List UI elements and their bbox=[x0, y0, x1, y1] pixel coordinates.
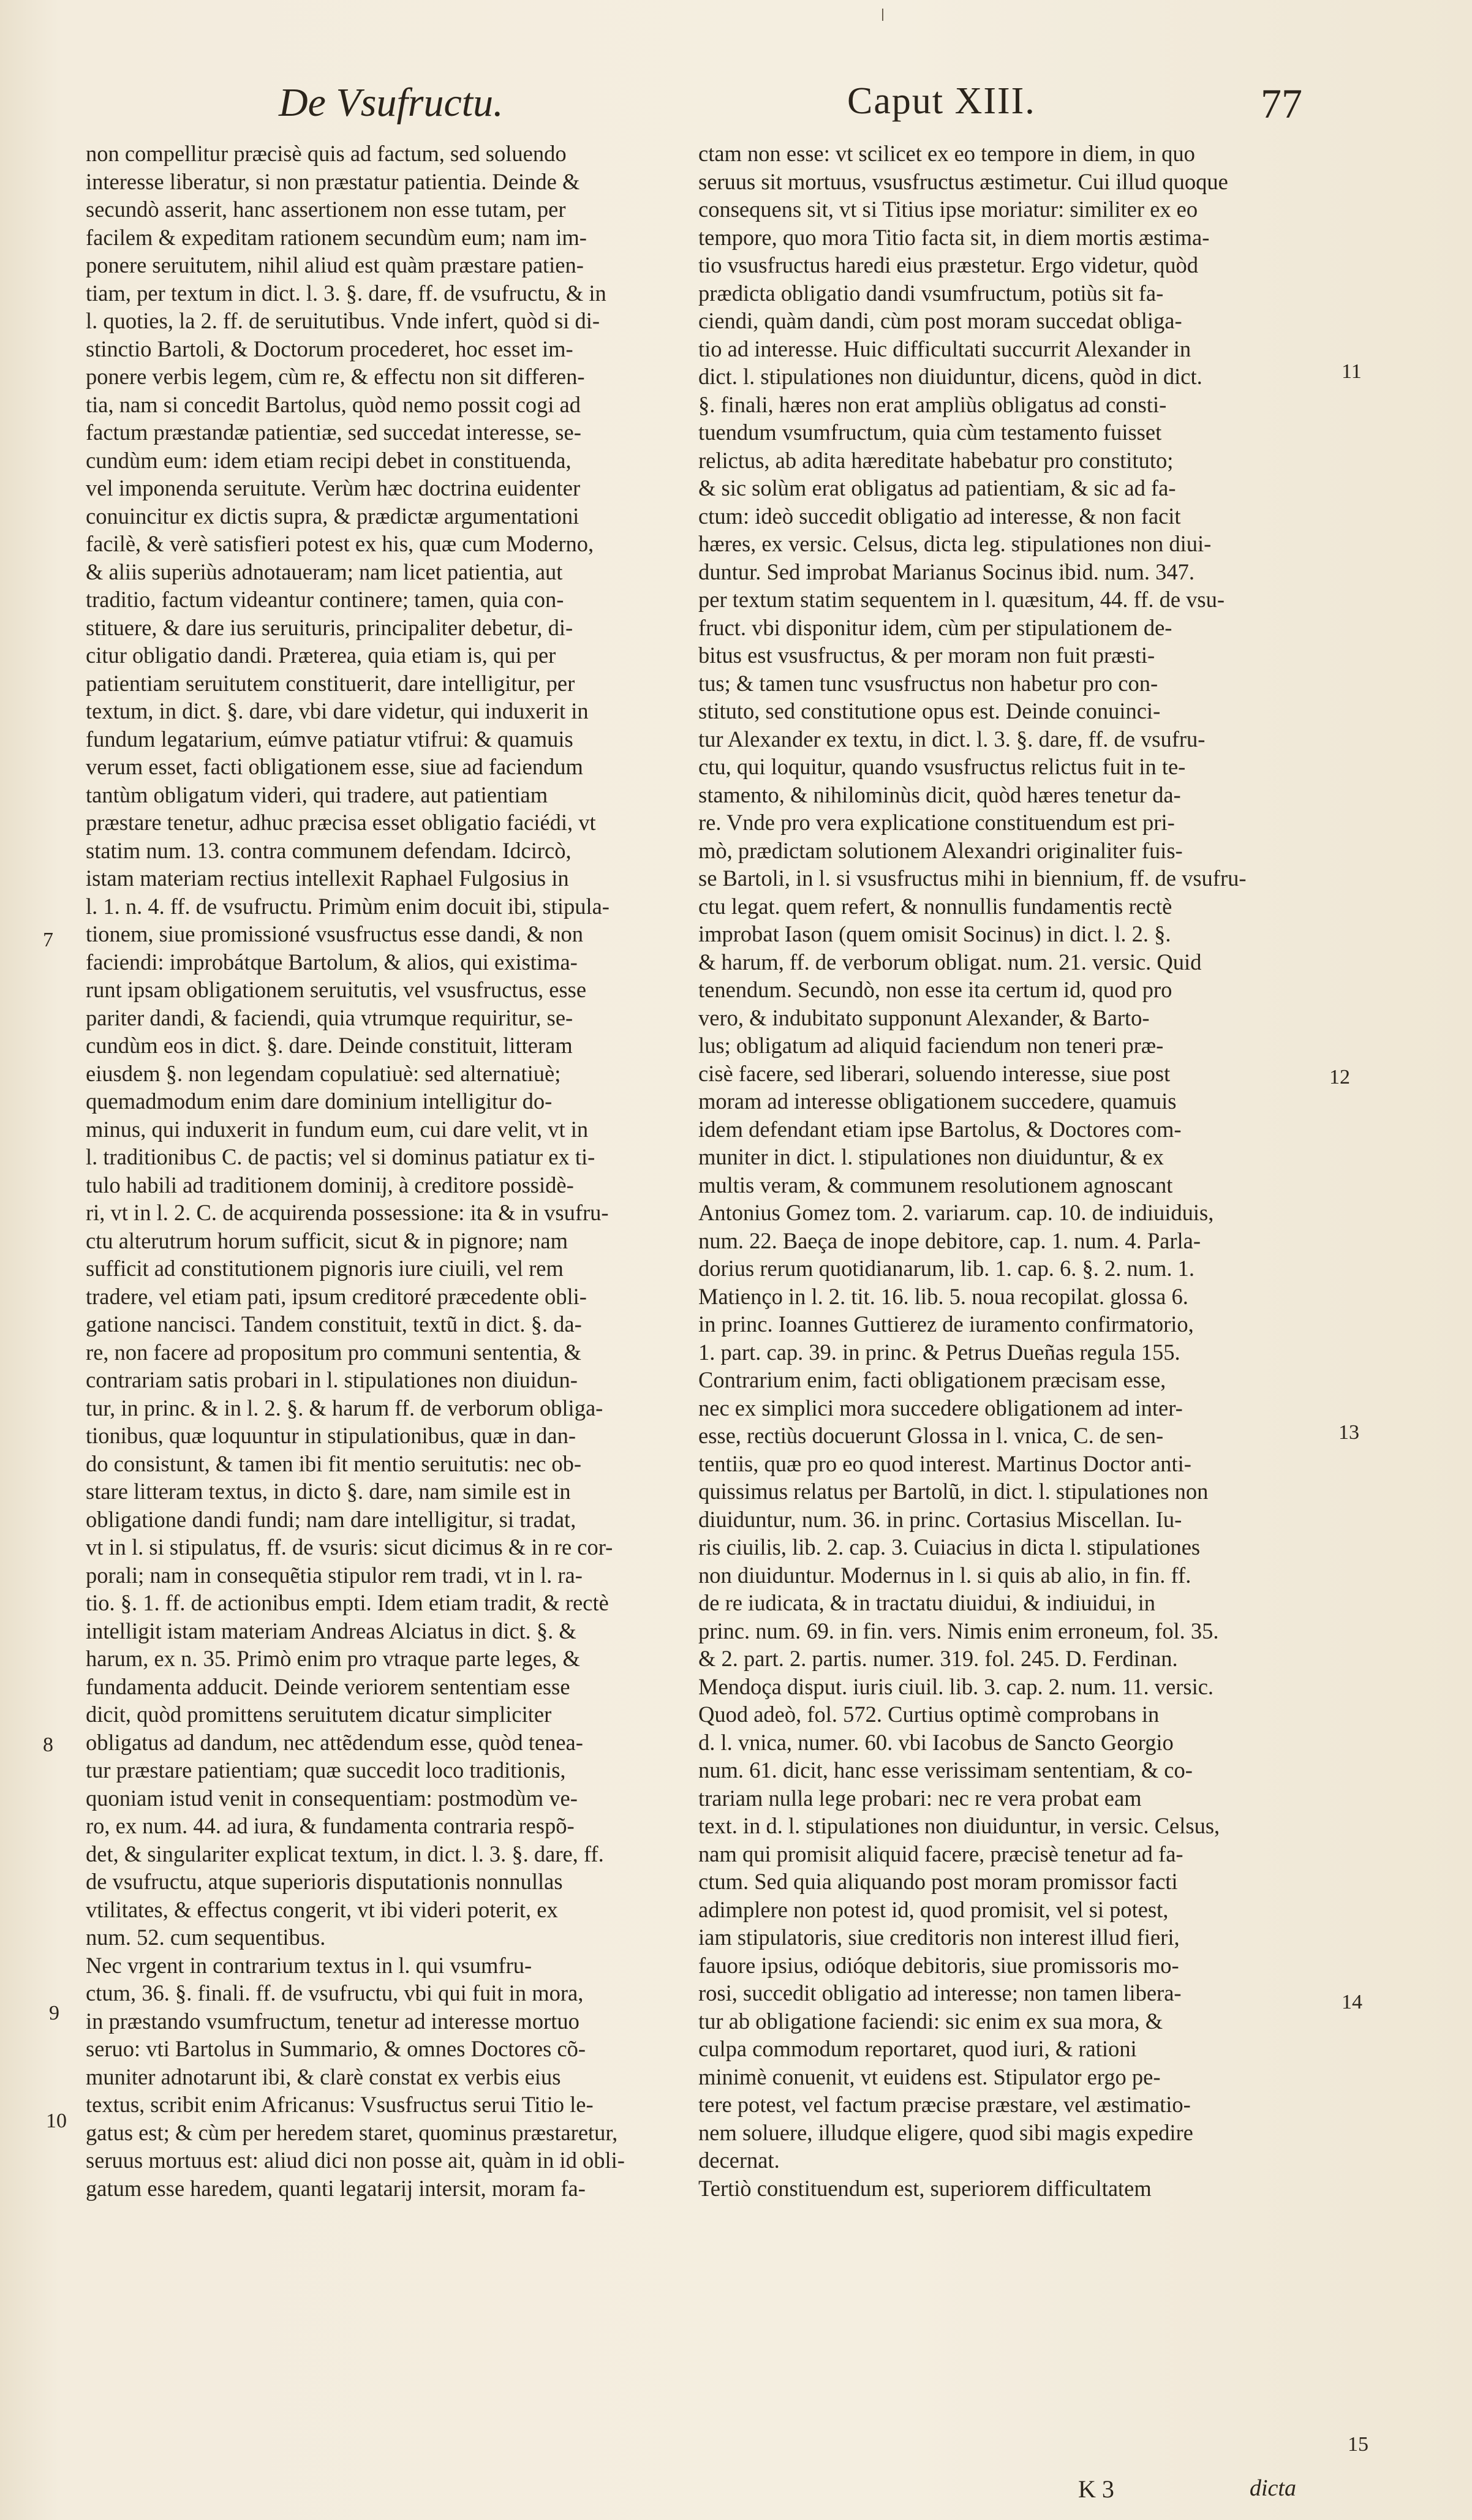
text-line: ponere verbis legem, cùm re, & effectu non sit differen- bbox=[86, 364, 585, 389]
text-line: pariter dandi, & faciendi, quia vtrumque requiritur, se- bbox=[86, 1005, 573, 1030]
text-line: gatione nancisci. Tandem constituit, textũ in dict. §. da- bbox=[86, 1311, 582, 1337]
text-line: tio ad interesse. Huic difficultati succurrit Alexander in bbox=[698, 336, 1191, 361]
text-line: non diuiduntur. Modernus in l. si quis ab alio, in fin. ff. bbox=[698, 1562, 1191, 1588]
text-line: ctam non esse: vt scilicet ex eo tempore in diem, in quo bbox=[698, 141, 1195, 166]
text-line: interesse liberatur, si non præstatur patientia. Deinde & bbox=[86, 168, 580, 194]
text-line: re. Vnde pro vera explicatione constituendum est pri- bbox=[698, 810, 1175, 835]
text-line: seruo: vti Bartolus in Summario, & omnes Doctores cõ- bbox=[86, 2036, 586, 2061]
text-line: vt in l. si stipulatus, ff. de vsuris: sicut dicimus & in re cor- bbox=[86, 1534, 613, 1560]
text-line: tus; & tamen tunc vsusfructus non habetur pro con- bbox=[698, 670, 1158, 696]
folio-number: 77 bbox=[1261, 80, 1302, 127]
margin-number-8: 8 bbox=[43, 1733, 53, 1756]
text-line: ctum, 36. §. finali. ff. de vsufructu, vbi qui fuit in mora, bbox=[86, 1980, 584, 2005]
text-line: ro, ex num. 44. ad iura, & fundamenta contraria respõ- bbox=[86, 1813, 575, 1838]
text-line: citur obligatio dandi. Præterea, quia etiam is, qui per bbox=[86, 643, 556, 668]
text-line: num. 22. Baeça de inope debitore, cap. 1. num. 4. Parla- bbox=[698, 1228, 1201, 1253]
text-line: det, & singulariter explicat textum, in dict. l. 3. §. dare, ff. bbox=[86, 1841, 604, 1866]
text-line: istam materiam rectius intellexit Raphael Fulgosius in bbox=[86, 866, 569, 891]
page-footer bbox=[0, 2475, 1472, 2511]
text-line: fundum legatarium, eúmve patiatur vtifrui: & quamuis bbox=[86, 726, 573, 752]
text-line: culpa commodum reportaret, quod iuri, & rationi bbox=[698, 2036, 1137, 2061]
text-line: eiusdem §. non legendam copulatiuè: sed alternatiuè; bbox=[86, 1060, 561, 1086]
text-line: quemadmodum enim dare dominium intelligitur do- bbox=[86, 1088, 553, 1114]
text-line: obligatione dandi fundi; nam dare intelligitur, si tradat, bbox=[86, 1506, 576, 1532]
margin-number-11: 11 bbox=[1342, 360, 1362, 383]
text-line: stinctio Bartoli, & Doctorum procederet, hoc esset im- bbox=[86, 336, 573, 361]
text-line: nem soluere, illudque eligere, quod sibi magis expedire bbox=[698, 2119, 1193, 2145]
text-line: adimplere non potest id, quod promisit, vel si potest, bbox=[698, 1896, 1169, 1922]
text-line: conuincitur ex dictis supra, & prædictæ argumentationi bbox=[86, 503, 579, 529]
text-line: facilè, & verè satisfieri potest ex his, quæ cum Moderno, bbox=[86, 531, 594, 556]
text-line: harum, ex n. 35. Primò enim pro vtraque parte leges, & bbox=[86, 1646, 580, 1671]
text-line: stituto, sed constitutione opus est. Deinde conuinci- bbox=[698, 698, 1161, 723]
text-line: tionibus, quæ loquuntur in stipulationibus, quæ in dan- bbox=[86, 1423, 576, 1448]
text-line: tionem, siue promissioné vsusfructus esse dandi, & non bbox=[86, 921, 584, 946]
text-line: tenendum. Secundò, non esse ita certum id, quod pro bbox=[698, 977, 1172, 1002]
top-tick-mark bbox=[882, 9, 883, 21]
signature-mark: K 3 bbox=[1078, 2475, 1114, 2503]
text-line: prædicta obligatio dandi vsumfructum, potiùs sit fa- bbox=[698, 280, 1164, 306]
text-line: ciendi, quàm dandi, cùm post moram succedat obliga- bbox=[698, 308, 1182, 333]
text-line: nam qui promisit aliquid facere, præcisè tenetur ad fa- bbox=[698, 1841, 1183, 1866]
margin-number-14: 14 bbox=[1342, 1991, 1362, 2013]
text-line: quissimus relatus per Bartolũ, in dict. l. stipulationes non bbox=[698, 1479, 1209, 1504]
text-line: tempore, quo mora Titio facta sit, in diem mortis æstima- bbox=[698, 224, 1210, 250]
text-line: tur præstare patientiam; quæ succedit loco traditionis, bbox=[86, 1757, 566, 1782]
text-line: tentiis, quæ pro eo quod interest. Martinus Doctor anti- bbox=[698, 1451, 1191, 1476]
text-line: in princ. Ioannes Guttierez de iuramento confirmatorio, bbox=[698, 1311, 1194, 1337]
text-line: obligatus ad dandum, nec attẽdendum esse, quòd tenea- bbox=[86, 1729, 583, 1755]
margin-number-15: 15 bbox=[1348, 2433, 1368, 2456]
text-line: seruus sit mortuus, vsusfructus æstimetur. Cui illud quoque bbox=[698, 168, 1228, 194]
text-line: consequens sit, vt si Titius ipse moriatur: similiter ex eo bbox=[698, 197, 1198, 222]
text-line: nec ex simplici mora succedere obligationem ad inter- bbox=[698, 1395, 1183, 1420]
text-line: ctum. Sed quia aliquando post moram promissor facti bbox=[698, 1869, 1178, 1894]
running-title-right: Caput XIII. bbox=[847, 80, 1036, 122]
margin-number-7: 7 bbox=[43, 929, 53, 951]
text-line: cisè facere, sed liberari, soluendo interesse, siue post bbox=[698, 1060, 1171, 1086]
text-line: lus; obligatum ad aliquid faciendum non teneri præ- bbox=[698, 1033, 1164, 1058]
text-line: gatus est; & cùm per heredem staret, quominus præstaretur, bbox=[86, 2119, 618, 2145]
text-line: stare litteram textus, in dicto §. dare, nam simile est in bbox=[86, 1479, 571, 1504]
text-line: textum, in dict. §. dare, vbi dare videtur, qui induxerit in bbox=[86, 698, 589, 723]
text-line: per textum statim sequentem in l. quæsitum, 44. ff. de vsu- bbox=[698, 587, 1225, 612]
text-line: multis veram, & communem resolutionem agnoscant bbox=[698, 1172, 1173, 1198]
text-line: vel imponenda seruitute. Verùm hæc doctrina euidenter bbox=[86, 475, 581, 500]
text-line: re, non facere ad propositum pro communi sententia, & bbox=[86, 1339, 581, 1365]
text-line: tere potest, vel factum præcise præstare, vel æstimatio- bbox=[698, 2092, 1191, 2117]
text-line: tulo habili ad traditionem dominij, à creditore possidè- bbox=[86, 1172, 574, 1198]
text-line: de re iudicata, & in tractatu diuidui, & indiuidui, in bbox=[698, 1590, 1156, 1615]
text-line: ponere seruitutem, nihil aliud est quàm præstare patien- bbox=[86, 252, 584, 277]
text-line: tur, in princ. & in l. 2. §. & harum ff. de verborum obliga- bbox=[86, 1395, 603, 1420]
text-line: ri, vt in l. 2. C. de acquirenda possessione: ita & in vsufru- bbox=[86, 1200, 609, 1225]
text-line: l. 1. n. 4. ff. de vsufructu. Primùm enim docuit ibi, stipula- bbox=[86, 893, 610, 919]
text-line: hæres, ex versic. Celsus, dicta leg. stipulationes non diui- bbox=[698, 531, 1212, 556]
margin-number-9: 9 bbox=[49, 2002, 59, 2024]
text-line: bitus est vsusfructus, & per moram non fuit præsti- bbox=[698, 643, 1155, 668]
text-line: quoniam istud venit in consequentiam: postmodùm ve- bbox=[86, 1785, 578, 1811]
text-line: do consistunt, & tamen ibi fit mentio seruitutis: nec ob- bbox=[86, 1451, 581, 1476]
page-header bbox=[0, 80, 1472, 141]
left-text-column bbox=[86, 140, 689, 2202]
text-line: ctu legat. quem refert, & nonnullis fundamentis rectè bbox=[698, 893, 1172, 919]
text-line: text. in d. l. stipulationes non diuiduntur, in versic. Celsus, bbox=[698, 1813, 1220, 1838]
text-line: porali; nam in consequẽtia stipulor rem tradi, vt in l. ra- bbox=[86, 1562, 583, 1588]
text-line: ctu, qui loquitur, quando vsusfructus relictus fuit in te- bbox=[698, 754, 1186, 779]
text-line: sufficit ad constitutionem pignoris iure ciuili, vel rem bbox=[86, 1256, 564, 1281]
text-line: princ. num. 69. in fin. vers. Nimis enim erroneum, fol. 35. bbox=[698, 1618, 1219, 1643]
text-line: improbat Iason (quem omisit Socinus) in dict. l. 2. §. bbox=[698, 921, 1171, 946]
text-line: se Bartoli, in l. si vsusfructus mihi in biennium, ff. de vsufru- bbox=[698, 866, 1247, 891]
text-line: stamento, & nihilominùs dicit, quòd hæres tenetur da- bbox=[698, 782, 1181, 807]
text-line: factum præstandæ patientiæ, sed succedat interesse, se- bbox=[86, 420, 581, 445]
text-line: decernat. bbox=[698, 2148, 780, 2173]
text-line: iam stipulatoris, siue creditoris non interest illud fieri, bbox=[698, 1925, 1180, 1950]
text-line: relictus, ab adita hæreditate habebatur pro constituto; bbox=[698, 447, 1174, 473]
margin-number-10: 10 bbox=[46, 2110, 67, 2132]
text-line: ctu alterutrum horum sufficit, sicut & in pignore; nam bbox=[86, 1228, 568, 1253]
text-line: dicit, quòd promittens seruitutem dicatur simpliciter bbox=[86, 1702, 552, 1727]
text-line: dorius rerum quotidianarum, lib. 1. cap. 6. §. 2. num. 1. bbox=[698, 1256, 1195, 1281]
text-line: gatum esse haredem, quanti legatarij intersit, moram fa- bbox=[86, 2175, 586, 2201]
text-line: faciendi: improbátque Bartolum, & alios, qui existima- bbox=[86, 949, 578, 975]
text-line: 1. part. cap. 39. in princ. & Petrus Dueñas regula 155. bbox=[698, 1339, 1180, 1365]
text-line: minimè conuenit, vt euidens est. Stipulator ergo pe- bbox=[698, 2064, 1161, 2089]
text-line: patientiam seruitutem constituerit, dare intelligitur, per bbox=[86, 670, 575, 696]
text-line: Mendoça disput. iuris ciuil. lib. 3. cap. 2. num. 11. versic. bbox=[698, 1673, 1214, 1699]
text-line: statim num. 13. contra communem defendam. Idcircò, bbox=[86, 837, 572, 863]
text-line: moram ad interesse obligationem succedere, quamuis bbox=[698, 1088, 1177, 1114]
text-line: fruct. vbi disponitur idem, cùm per stipulationem de- bbox=[698, 614, 1172, 640]
text-line: tio. §. 1. ff. de actionibus empti. Idem etiam tradit, & rectè bbox=[86, 1590, 609, 1615]
text-line: dict. l. stipulationes non diuiduntur, dicens, quòd in dict. bbox=[698, 364, 1202, 389]
text-line: tuendum vsumfructum, quia cùm testamento fuisset bbox=[698, 420, 1162, 445]
text-line: & aliis superiùs adnotaueram; nam licet patientia, aut bbox=[86, 559, 563, 584]
text-line: minus, qui induxerit in fundum eum, cui dare velit, vt in bbox=[86, 1116, 589, 1142]
text-line: præstare tenetur, adhuc præcisa esset obligatio faciédi, vt bbox=[86, 810, 596, 835]
text-line: muniter adnotarunt ibi, & clarè constat ex verbis eius bbox=[86, 2064, 561, 2089]
text-line: muniter in dict. l. stipulationes non diuiduntur, & ex bbox=[698, 1144, 1164, 1169]
text-line: ctum: ideò succedit obligatio ad interesse, & non facit bbox=[698, 503, 1181, 529]
text-line: verum esset, facti obligationem esse, siue ad faciendum bbox=[86, 754, 583, 779]
text-line: contrariam satis probari in l. stipulationes non diuidun- bbox=[86, 1367, 578, 1392]
text-line: ris ciuilis, lib. 2. cap. 3. Cuiacius in dicta l. stipulationes bbox=[698, 1534, 1201, 1560]
text-line: secundò asserit, hanc assertionem non esse tutam, per bbox=[86, 197, 566, 222]
text-line: tia, nam si concedit Bartolus, quòd nemo possit cogi ad bbox=[86, 391, 581, 417]
text-line: textus, scribit enim Africanus: Vsusfructus serui Titio le- bbox=[86, 2092, 594, 2117]
text-line: §. finali, hæres non erat ampliùs obligatus ad consti- bbox=[698, 391, 1167, 417]
text-line: de vsufructu, atque superioris disputationis nonnullas bbox=[86, 1869, 563, 1894]
text-line: tur ab obligatione faciendi: sic enim ex sua mora, & bbox=[698, 2008, 1163, 2034]
text-line: idem defendant etiam ipse Bartolus, & Doctores com- bbox=[698, 1116, 1182, 1142]
catchword: dicta bbox=[1250, 2475, 1296, 2501]
text-line: l. traditionibus C. de pactis; vel si dominus patiatur ex ti- bbox=[86, 1144, 595, 1169]
text-line: Nec vrgent in contrarium textus in l. qui vsumfru- bbox=[86, 1952, 532, 1978]
text-line: cundùm eum: idem etiam recipi debet in constituenda, bbox=[86, 447, 572, 473]
text-line: l. quoties, la 2. ff. de seruitutibus. Vnde infert, quòd si di- bbox=[86, 308, 600, 333]
text-line: fundamenta adducit. Deinde veriorem sententiam esse bbox=[86, 1673, 570, 1699]
margin-number-12: 12 bbox=[1329, 1066, 1350, 1088]
text-line: Contrarium enim, facti obligationem præcisam esse, bbox=[698, 1367, 1166, 1392]
text-line: diuiduntur, num. 36. in princ. Cortasius Miscellan. Iu- bbox=[698, 1506, 1182, 1532]
text-line: cundùm eos in dict. §. dare. Deinde constituit, litteram bbox=[86, 1033, 573, 1058]
text-line: Antonius Gomez tom. 2. variarum. cap. 10. de indiuiduis, bbox=[698, 1200, 1214, 1225]
text-line: esse, rectiùs docuerunt Glossa in l. vnica, C. de sen- bbox=[698, 1423, 1164, 1448]
text-line: runt ipsam obligationem seruitutis, vel vsusfructus, esse bbox=[86, 977, 587, 1002]
text-line: tiam, per textum in dict. l. 3. §. dare, ff. de vsufructu, & in bbox=[86, 280, 606, 306]
text-line: facilem & expeditam rationem secundùm eum; nam im- bbox=[86, 224, 587, 250]
text-line: fauore ipsius, odióque debitoris, siue promissoris mo- bbox=[698, 1952, 1179, 1978]
text-line: in præstando vsumfructum, tenetur ad interesse mortuo bbox=[86, 2008, 579, 2034]
text-line: Tertiò constituendum est, superiorem difficultatem bbox=[698, 2175, 1152, 2201]
text-line: vtilitates, & effectus congerit, vt ibi videri poterit, ex bbox=[86, 1896, 558, 1922]
text-line: & 2. part. 2. partis. numer. 319. fol. 245. D. Ferdinan. bbox=[698, 1646, 1178, 1671]
text-line: Quod adeò, fol. 572. Curtius optimè comprobans in bbox=[698, 1702, 1160, 1727]
text-line: stituere, & dare ius seruituris, principaliter debetur, di- bbox=[86, 614, 573, 640]
text-line: intelligit istam materiam Andreas Alciatus in dict. §. & bbox=[86, 1618, 576, 1643]
text-line: Matienço in l. 2. tit. 16. lib. 5. noua recopilat. glossa 6. bbox=[698, 1283, 1188, 1309]
text-line: mò, prædictam solutionem Alexandri originaliter fuis- bbox=[698, 837, 1183, 863]
text-line: num. 52. cum sequentibus. bbox=[86, 1925, 326, 1950]
text-line: tio vsusfructus haredi eius præstetur. Ergo videtur, quòd bbox=[698, 252, 1198, 277]
text-line: seruus mortuus est: aliud dici non posse ait, quàm in id obli- bbox=[86, 2148, 625, 2173]
text-line: tradere, vel etiam pati, ipsum creditoré præcedente obli- bbox=[86, 1283, 587, 1309]
text-line: non compellitur præcisè quis ad factum, sed soluendo bbox=[86, 141, 567, 166]
margin-number-13: 13 bbox=[1338, 1421, 1359, 1444]
running-title-left: De Vsufructu. bbox=[279, 80, 504, 125]
text-line: & harum, ff. de verborum obligat. num. 21. versic. Quid bbox=[698, 949, 1202, 975]
text-line: trariam nulla lege probari: nec re vera probat eam bbox=[698, 1785, 1142, 1811]
text-line: d. l. vnica, numer. 60. vbi Iacobus de Sancto Georgio bbox=[698, 1729, 1174, 1755]
text-line: traditio, factum videantur continere; tamen, quia con- bbox=[86, 587, 564, 612]
text-line: num. 61. dicit, hanc esse verissimam sententiam, & co- bbox=[698, 1757, 1193, 1782]
right-text-column bbox=[698, 140, 1305, 2202]
text-line: tur Alexander ex textu, in dict. l. 3. §. dare, ff. de vsufru- bbox=[698, 726, 1206, 752]
text-line: duntur. Sed improbat Marianus Socinus ibid. num. 347. bbox=[698, 559, 1195, 584]
text-line: rosi, succedit obligatio ad interesse; non tamen libera- bbox=[698, 1980, 1182, 2005]
text-line: & sic solùm erat obligatus ad patientiam, & sic ad fa- bbox=[698, 475, 1176, 500]
text-line: tantùm obligatum videri, qui tradere, aut patientiam bbox=[86, 782, 548, 807]
text-line: vero, & indubitato supponunt Alexander, & Barto- bbox=[698, 1005, 1150, 1030]
